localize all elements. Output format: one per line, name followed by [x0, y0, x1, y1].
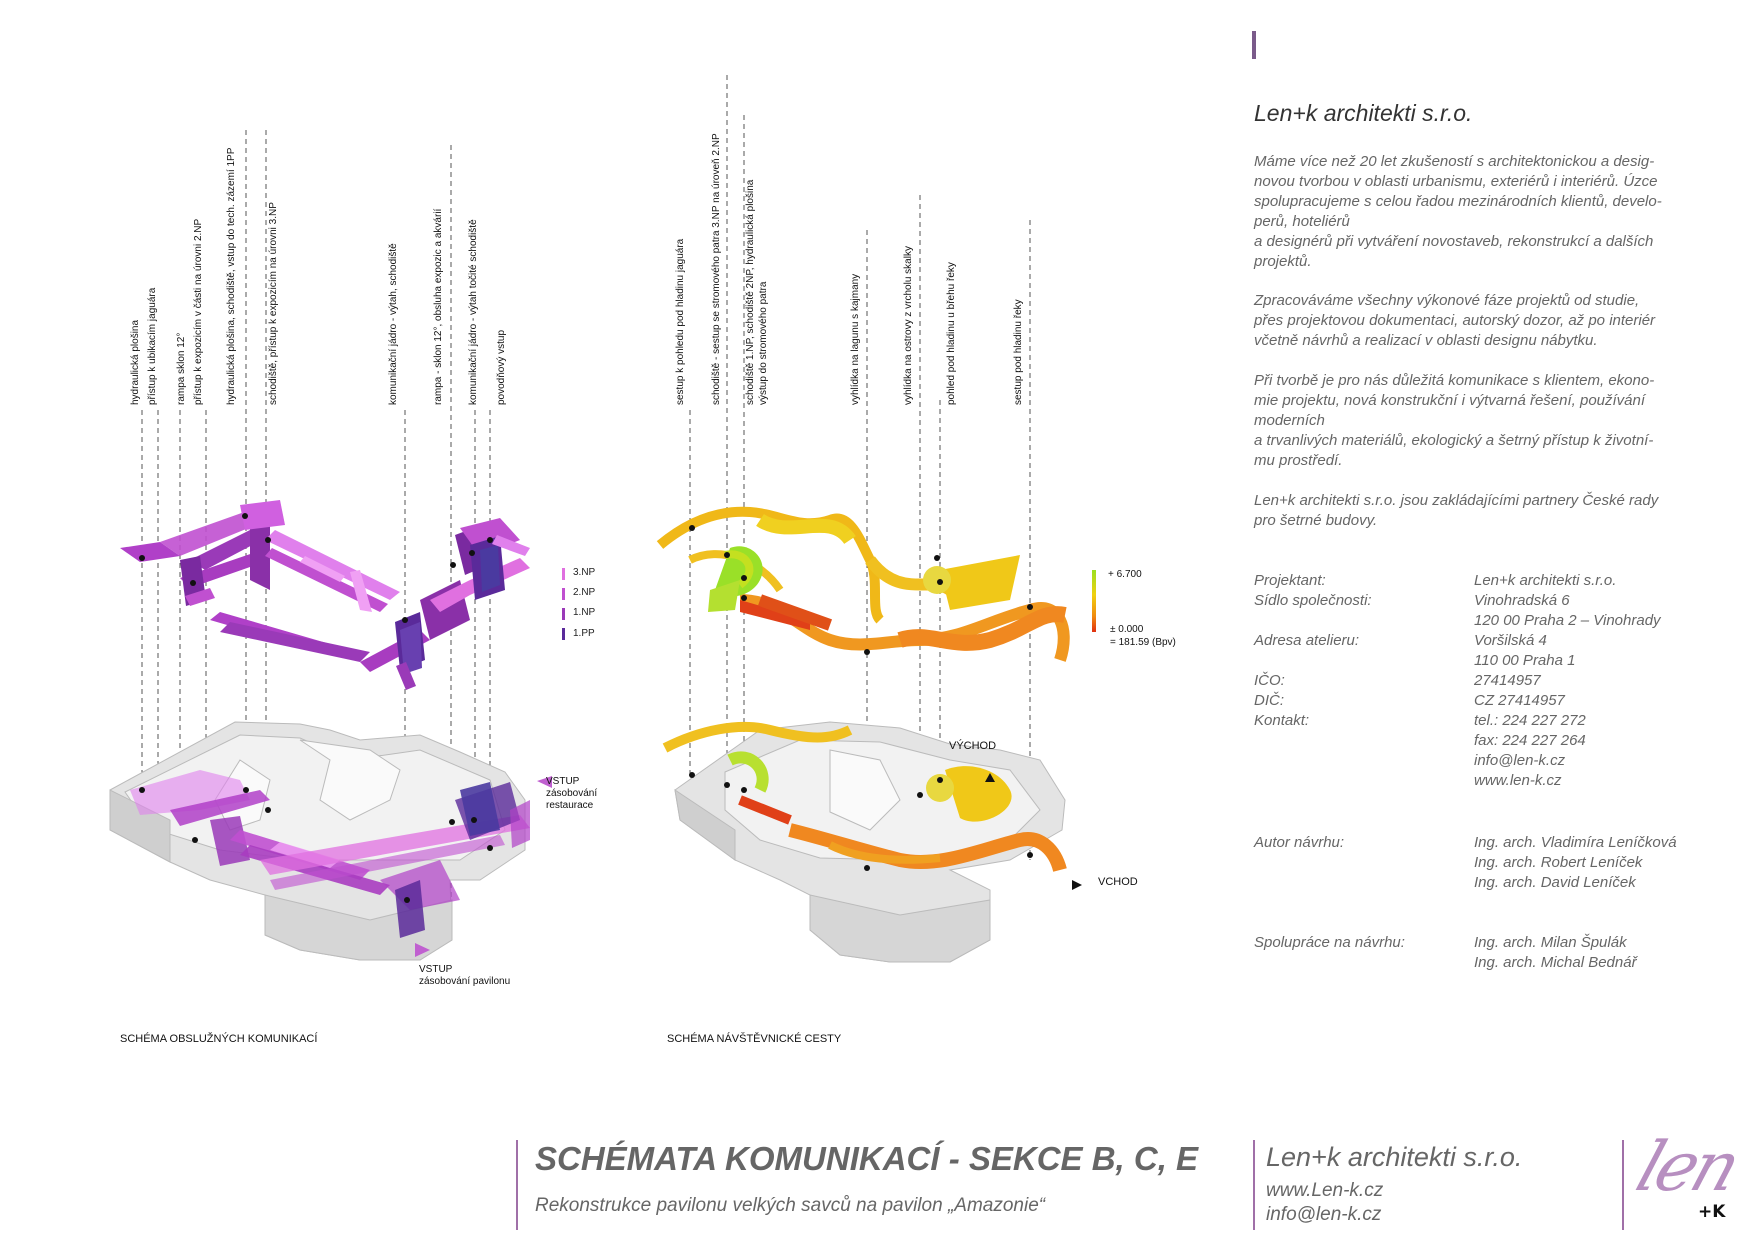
logo-mark: +K: [1698, 1202, 1726, 1222]
panel-paragraph-1: [1254, 152, 1710, 272]
info-value: fax: 224 227 264: [1474, 732, 1586, 749]
p3-line: Při tvorbě je pro nás důležitá komunikace s klientem, ekono-: [1254, 372, 1655, 389]
info-value: info@len-k.cz: [1474, 752, 1566, 769]
left-label-6: schodiště, přístup k expozicím na úrovni 3.NP: [268, 202, 279, 405]
footer-divider-right: [1622, 1140, 1624, 1230]
footer-divider-middle: [1253, 1140, 1255, 1230]
entrance-arrow: [1072, 880, 1082, 890]
entrance-label: VCHOD: [1098, 876, 1138, 888]
authors-label: Autor návrhu:: [1254, 834, 1345, 851]
author-1: Ing. arch. Vladimíra Leníčková: [1474, 834, 1677, 851]
right-label-8: sestup pod hladinu řeky: [1013, 299, 1024, 405]
collaborator-1: Ing. arch. Milan Špulák: [1474, 934, 1627, 951]
entry-restaurant-label: [546, 776, 597, 812]
left-label-8: rampa - sklon 12°, obsluha expozic a akvárií: [433, 208, 444, 405]
legend-1np: 1.NP: [573, 607, 596, 618]
p3-line: mie projektu, nová konstrukční i výtvarná řešení, používání: [1254, 392, 1646, 409]
right-label-2: schodiště - sestup se stromového patra 3.NP na úroveň 2.NP: [711, 133, 722, 405]
entry-pavilion-line-1: VSTUP: [419, 964, 453, 975]
right-upper-path: [660, 512, 1065, 660]
info-key: Sídlo společnosti:: [1254, 592, 1372, 609]
footer-subtitle: Rekonstrukce pavilonu velkých savců na pavilon „Amazonie“: [535, 1195, 1046, 1216]
entry-pavilion-label: [419, 964, 510, 988]
left-label-5: hydraulická plošina, schodiště, vstup do tech. zázemí 1PP: [226, 147, 237, 405]
elevation-scale-bar: [1092, 570, 1096, 632]
legend-1pp: 1.PP: [573, 628, 595, 639]
left-caption: SCHÉMA OBSLUŽNÝCH KOMUNIKACÍ: [120, 1033, 318, 1045]
info-value: CZ 27414957: [1474, 692, 1565, 709]
info-key: DIČ:: [1254, 692, 1284, 709]
collaborator-2: Ing. arch. Michal Bednář: [1474, 954, 1637, 971]
info-key: Adresa atelieru:: [1254, 632, 1360, 649]
p1-line: spolupracujeme s celou řadou mezinárodních klientů, develo-: [1254, 193, 1662, 210]
info-value: Vinohradská 6: [1474, 592, 1570, 609]
info-value: Voršilská 4: [1474, 632, 1547, 649]
info-key: IČO:: [1254, 672, 1285, 689]
exit-label: VÝCHOD: [949, 740, 997, 752]
p1-line: a designérů při vytváření novostaveb, rekonstrukcí a dalších: [1254, 233, 1654, 250]
left-label-4: přístup k expozicím v části na úrovni 2.NP: [193, 218, 204, 405]
info-value: Len+k architekti s.r.o.: [1474, 572, 1617, 589]
p2-line: včetně návrhů a realizací v oblasti designu nábytku.: [1254, 332, 1598, 349]
right-label-3: schodiště 1.NP, schodiště 2NP, hydraulická plošina: [745, 179, 756, 405]
entry-restaurant-line-1: VSTUP: [546, 776, 580, 787]
left-building: [110, 722, 525, 960]
left-label-9: komunikační jádro - výtah točité schodiště: [468, 219, 479, 405]
p1-line: novou tvorbou v oblasti urbanismu, exteriérů i interiérů. Úzce: [1254, 173, 1658, 190]
author-3: Ing. arch. David Leníček: [1474, 874, 1636, 891]
footer-firm: Len+k architekti s.r.o.: [1266, 1142, 1523, 1172]
p4-line: pro šetrné budovy.: [1254, 512, 1378, 529]
p1-line: projektů.: [1254, 253, 1312, 270]
panel-accent-mark: [1252, 31, 1256, 59]
left-label-2: přístup k ubikacím jaguára: [147, 287, 158, 405]
right-label-5: vyhlídka na lagunu s kajmany: [850, 273, 861, 405]
footer-logo: [1627, 1128, 1750, 1228]
logo-script: len: [1627, 1128, 1747, 1207]
right-label-1: sestup k pohledu pod hladinu jaguára: [675, 238, 686, 405]
panel-paragraph-2: [1254, 291, 1710, 351]
p1-line: Máme více než 20 let zkušeností s architektonickou a desig-: [1254, 153, 1655, 170]
panel-paragraph-4: [1254, 491, 1710, 531]
right-label-6: vyhlídka na ostrovy z vrcholu skalky: [903, 246, 914, 405]
info-value: tel.: 224 227 272: [1474, 712, 1586, 729]
info-value: 110 00 Praha 1: [1474, 652, 1576, 669]
panel-paragraph-3: [1254, 371, 1710, 471]
right-label-7: pohled pod hladinu u břehu řeky: [946, 262, 957, 405]
author-2: Ing. arch. Robert Leníček: [1474, 854, 1643, 871]
p3-line: mu prostředí.: [1254, 452, 1343, 469]
info-value: 120 00 Praha 2 – Vinohrady: [1474, 612, 1661, 629]
left-label-1: hydraulická plošina: [130, 319, 141, 405]
info-key: Projektant:: [1254, 572, 1326, 589]
p3-line: a trvanlivých materiálů, ekologický a šetrný přístup k životní-: [1254, 432, 1654, 449]
p1-line: perů, hoteliérů: [1254, 213, 1350, 230]
p4-line: Len+k architekti s.r.o. jsou zakládajícími partnery České rady: [1254, 492, 1659, 509]
p2-line: Zpracováváme všechny výkonové fáze projektů od studie,: [1254, 292, 1640, 309]
right-label-4: výstup do stromového patra: [758, 281, 769, 405]
footer-email[interactable]: info@len-k.cz: [1266, 1204, 1382, 1225]
panel-firm-title: Len+k architekti s.r.o.: [1254, 100, 1473, 126]
info-key: Kontakt:: [1254, 712, 1310, 729]
p3-line: moderních: [1254, 412, 1325, 429]
left-legend-swatches: [562, 568, 565, 640]
entry-pavilion-line-2: zásobování pavilonu: [419, 976, 511, 987]
scale-bottom-label-1: ± 0.000: [1110, 624, 1144, 635]
left-label-10: povodňový vstup: [496, 329, 507, 405]
entry-restaurant-line-2: zásobování: [546, 788, 598, 799]
legend-3np: 3.NP: [573, 567, 596, 578]
entry-restaurant-line-3: restaurace: [546, 800, 594, 811]
collab-label: Spolupráce na návrhu:: [1254, 934, 1405, 951]
scale-top-label: + 6.700: [1108, 569, 1142, 580]
info-value: 27414957: [1474, 672, 1541, 689]
left-label-7: komunikační jádro - výtah, schodiště: [388, 243, 399, 405]
footer-title: SCHÉMATA KOMUNIKACÍ - SEKCE B, C, E: [535, 1140, 1199, 1177]
legend-2np: 2.NP: [573, 587, 596, 598]
left-label-3: rampa sklon 12°: [176, 332, 187, 405]
footer-divider-left: [516, 1140, 518, 1230]
footer-web[interactable]: www.Len-k.cz: [1266, 1180, 1384, 1201]
info-value: www.len-k.cz: [1474, 772, 1562, 789]
p2-line: přes projektovou dokumentaci, autorský dozor, až po interiér: [1254, 312, 1656, 329]
right-caption: SCHÉMA NÁVŠTĚVNICKÉ CESTY: [667, 1033, 842, 1045]
left-upper-circulation: [120, 500, 530, 690]
scale-bottom-label-2: = 181.59 (Bpv): [1110, 637, 1176, 648]
